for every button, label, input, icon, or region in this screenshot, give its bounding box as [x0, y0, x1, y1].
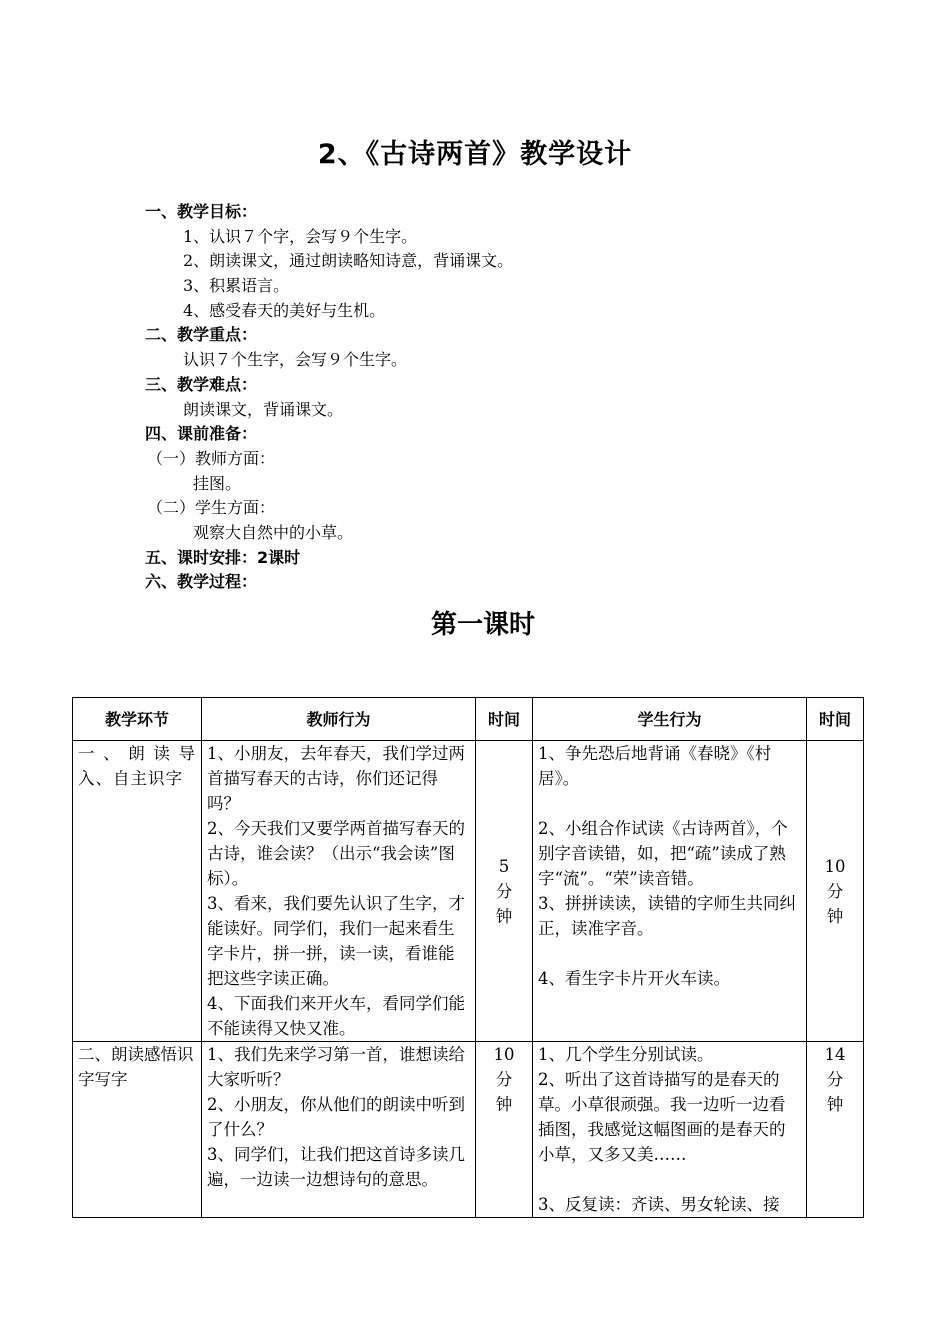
section-4-sub2: （二）学生方面： — [147, 498, 276, 518]
goal-item: 1、认识７个字，会写９个生字。 — [183, 226, 418, 246]
header-student-time: 时间 — [807, 698, 864, 741]
document-title: 2、《古诗两首》教学设计 — [317, 139, 633, 170]
table-header-row — [73, 698, 864, 741]
teacher-cell — [202, 1042, 476, 1218]
section-5-heading: 五、课时安排：2课时 — [145, 547, 301, 567]
stage-text: 一、朗读导入、自主识字 — [78, 744, 196, 788]
table-row — [73, 741, 864, 1042]
teaching-process-table — [72, 697, 864, 1218]
teacher-cell — [202, 741, 476, 1042]
section-3-heading: 三、教学难点： — [145, 374, 258, 394]
student-time-text: 14 分 钟 — [824, 1045, 846, 1114]
student-text: 1、争先恐后地背诵《春晓》《村居》。 2、小组合作试读《古诗两首》，个别字音读错，如，把“疏”读成了熟字“流”。“荣”读音错。 3、拼拼读读，读错的字师生共同纠正，读准字音。 4、看生字卡片开火车读。 — [538, 744, 796, 988]
header-student: 学生行为 — [533, 698, 807, 741]
student-cell — [533, 1042, 807, 1218]
section-4-sub2-text: 观察大自然中的小草。 — [193, 522, 354, 542]
section-3-text: 朗读课文，背诵课文。 — [183, 399, 344, 419]
student-cell — [533, 741, 807, 1042]
student-time-text: 10 分 钟 — [824, 856, 846, 926]
teacher-time-cell — [476, 741, 533, 1042]
teacher-time-cell — [476, 1042, 533, 1218]
teacher-time-text: 5 分 钟 — [495, 856, 513, 926]
student-time-cell — [807, 741, 864, 1042]
section-4-heading: 四、课前准备： — [145, 424, 258, 444]
goal-item: 4、感受春天的美好与生机。 — [183, 300, 386, 320]
table-row — [73, 1042, 864, 1218]
section-4-sub1-text: 挂图。 — [193, 473, 242, 493]
section-2-text: 认识７个生字，会写９个生字。 — [183, 350, 408, 370]
header-stage: 教学环节 — [73, 698, 202, 741]
teacher-text: 1、小朋友，去年春天，我们学过两首描写春天的古诗，你们还记得吗？ 2、今天我们又要学两首描写春天的古诗，谁会读？（出示“我会读”图标）。 3、看来，我们要先认识了生字，才能读好。同学们，我们一起来看生字卡片，拼一拼，读一读，看谁能把这些字读正确。 4、下面我们来开火车，看同学们能不能读得又快又准。 — [207, 744, 465, 1038]
outline — [145, 200, 845, 595]
header-teacher: 教师行为 — [202, 698, 476, 741]
stage-cell — [73, 1042, 202, 1218]
section-1-heading: 一、教学目标： — [145, 202, 258, 221]
teacher-text: 1、我们先来学习第一首，谁想读给大家听听？ 2、小朋友，你从他们的朗读中听到了什么？ 3、同学们，让我们把这首诗多读几遍，一边读一边想诗句的意思。 — [207, 1045, 465, 1189]
lesson-title: 第一课时 — [430, 610, 535, 640]
section-4-sub1: （一）教师方面： — [147, 448, 276, 468]
teacher-time-text: 10 分 钟 — [493, 1045, 515, 1114]
goal-item: 3、积累语言。 — [183, 276, 290, 296]
student-time-cell — [807, 1042, 864, 1218]
header-teacher-time: 时间 — [476, 698, 533, 741]
stage-text: 二、朗读感悟识字写字 — [78, 1045, 194, 1089]
section-2-heading: 二、教学重点： — [145, 325, 258, 345]
stage-cell — [73, 741, 202, 1042]
section-6-heading: 六、教学过程： — [145, 572, 258, 592]
student-text: 1、几个学生分别试读。 2、听出了这首诗描写的是春天的草。小草很顽强。我一边听一边看插图，我感觉这幅图画的是春天的小草，又多又美…… 3、反复读：齐读、男女轮读、接 — [538, 1045, 786, 1214]
goal-item: 2、朗读课文，通过朗读略知诗意，背诵课文。 — [183, 251, 514, 271]
